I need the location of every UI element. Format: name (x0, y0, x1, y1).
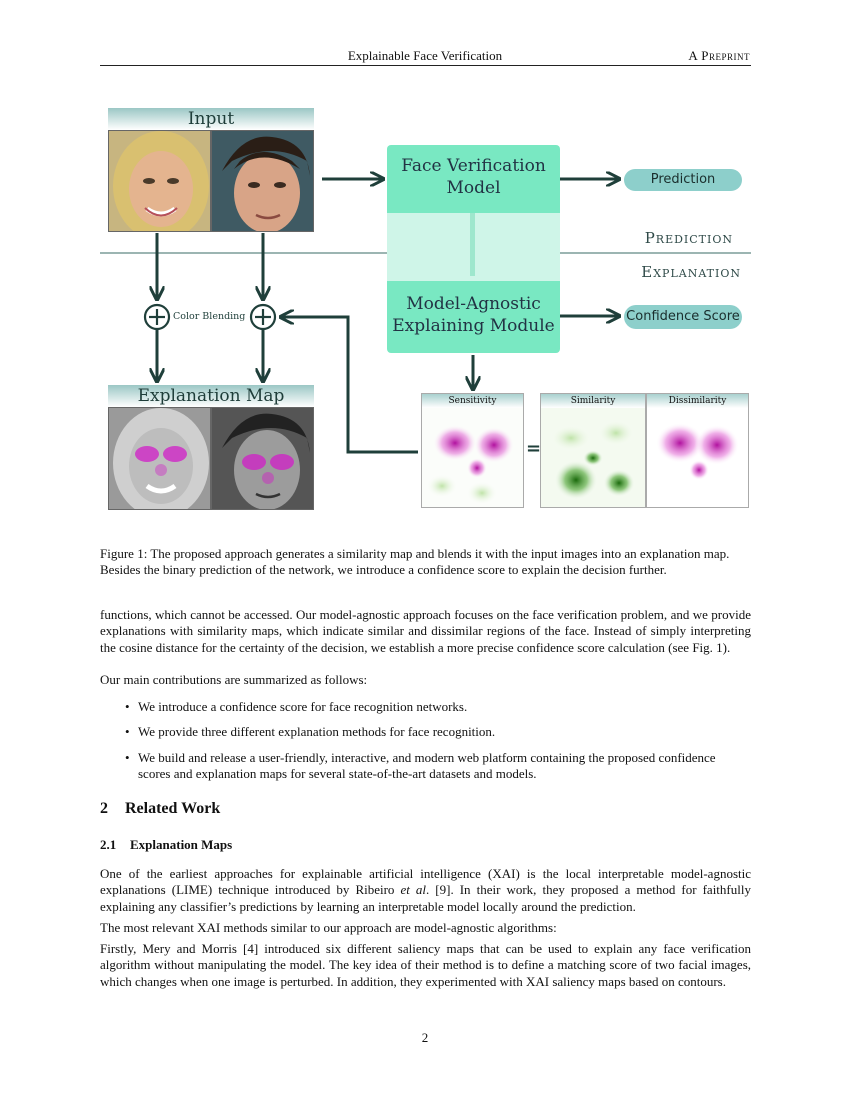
face-verification-model-box: Face Verification Model (387, 145, 560, 213)
dissimilarity-header: Dissimilarity (647, 394, 748, 408)
running-header-title: Explainable Face Verification (347, 48, 503, 63)
contributions-list (125, 699, 751, 791)
input-panel-title: Input (108, 108, 314, 130)
bullet-icon: • (125, 699, 130, 714)
model-connector-bar (470, 213, 475, 276)
blended-face-male (212, 408, 314, 510)
subsection-number: 2.1 (100, 837, 117, 852)
explanation-face-left (108, 407, 211, 510)
dissimilarity-heatmap (647, 408, 748, 507)
sensitivity-map (421, 393, 524, 508)
confidence-score-pill: Confidence Score (624, 305, 742, 329)
input-face-left (108, 130, 211, 232)
equals-sign: = (526, 438, 542, 459)
paragraph-lime (100, 866, 751, 915)
prediction-section-label: Prediction (644, 229, 733, 247)
bullet-icon: • (125, 724, 130, 740)
lime-text-start: One of the earliest approaches for explainable artificial intelligence (XAI) is the local interpretable model-agnostic explanations (LIME) technique introduced by Ribeiro (100, 866, 751, 898)
input-face-right (211, 130, 314, 232)
explanation-face-right (211, 407, 314, 510)
blended-face-female (109, 408, 211, 510)
paragraph-model-agnostic: The most relevant XAI methods similar to our approach are model-agnostic algorithms: (100, 920, 557, 935)
face-image-female (109, 131, 211, 232)
subsection-heading (100, 837, 751, 853)
similarity-heatmap (541, 408, 645, 507)
page-number: 2 (421, 1030, 429, 1045)
list-item (125, 749, 751, 783)
paragraph-intro: functions, which cannot be accessed. Our model-agnostic approach focuses on the face verification problem, and we provide explanations with similarity maps, which indicate similar and dissimilar regions of the face. Instead of simply interpreting the cosine distance for the certainty of the decision, we establish a more precise confidence score calculation (see Fig. 1). (100, 607, 751, 655)
color-blending-label: Color Blending (173, 311, 246, 322)
running-header-preprint: A Preprint (688, 48, 750, 63)
figure-caption: Figure 1: The proposed approach generates a similarity map and blends it with the input images into an explanation map. Besides the binary prediction of the network, we introduce a confidence score to explain the decision further. (100, 546, 730, 578)
sensitivity-heatmap (422, 408, 523, 507)
subsection-title: Explanation Maps (130, 837, 233, 852)
header-rule (100, 65, 751, 66)
bullet-text: We introduce a confidence score for face recognition networks. (138, 699, 468, 714)
bullet-icon: • (125, 749, 130, 765)
section-number: 2 (100, 800, 108, 817)
lime-text-end: . [9]. In their work, they proposed a method for faithfully explaining any classifier’s predictions by learning an interpretable model locally around the prediction. (100, 882, 751, 914)
dissimilarity-map (646, 393, 749, 508)
sensitivity-header: Sensitivity (422, 394, 523, 408)
list-item (125, 724, 751, 740)
paragraph-mery-morris: Firstly, Mery and Morris [4] introduced six different saliency maps that can be used to explain any face verification algorithm without manipulating the model. The key idea of their method is to define a matching score of two facial images, which changes when one image is perturbed. In addition, they experimented with XAI saliency maps based on contours. (100, 941, 751, 989)
similarity-map (540, 393, 646, 508)
similarity-header: Similarity (541, 394, 645, 408)
explanation-map-title: Explanation Map (108, 385, 314, 407)
section-heading (100, 800, 751, 818)
paragraph-contributions-lead: Our main contributions are summarized as follows: (100, 672, 368, 687)
lime-text-etal: et al (400, 882, 426, 898)
bullet-text: We build and release a user-friendly, interactive, and modern web platform containing the proposed confidence scores and explanation maps for several state-of-the-art datasets and models. (138, 749, 716, 781)
section-title: Related Work (125, 800, 221, 817)
bullet-text: We provide three different explanation methods for face recognition. (138, 724, 496, 740)
list-item (125, 699, 751, 715)
figure-1 (100, 100, 751, 515)
explanation-section-label: Explanation (641, 263, 741, 281)
prediction-pill: Prediction (624, 169, 742, 191)
explaining-module-box: Model-Agnostic Explaining Module (387, 281, 560, 353)
face-image-male (212, 131, 314, 232)
